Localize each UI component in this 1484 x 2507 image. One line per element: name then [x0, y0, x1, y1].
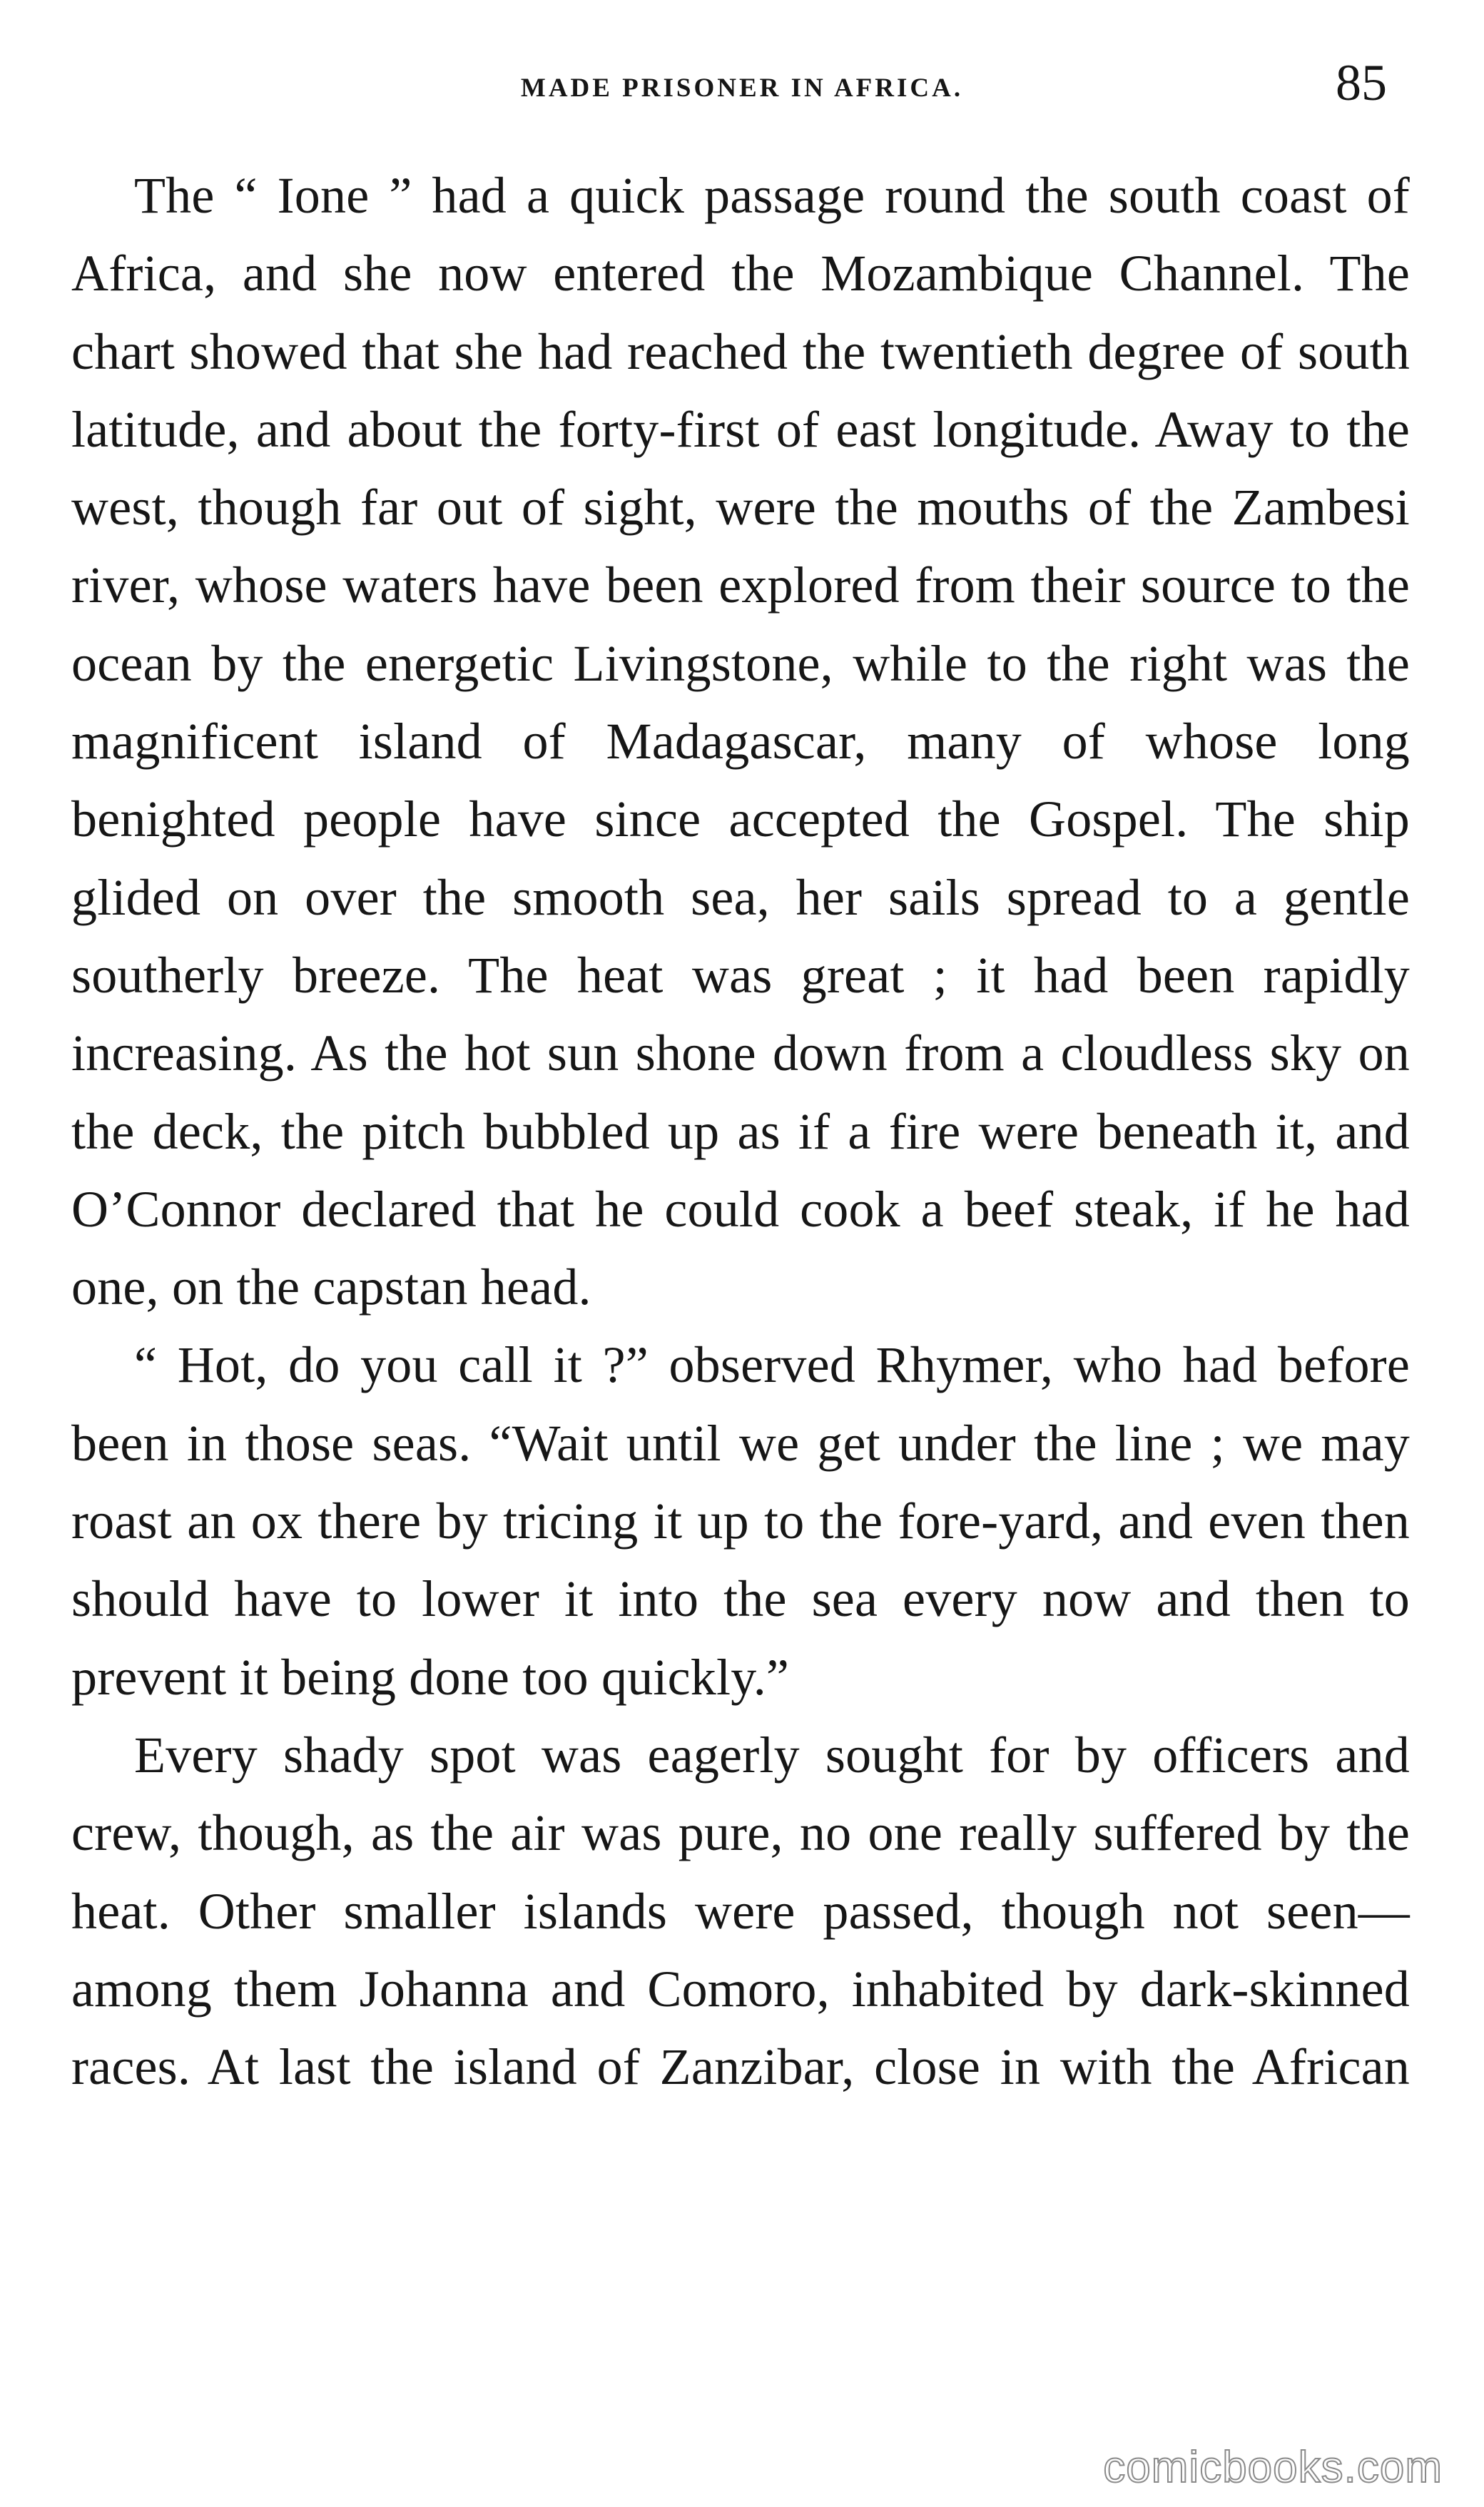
body-text — [71, 157, 1410, 2106]
page-number: 85 — [1336, 54, 1387, 111]
paragraph-shady-spot: Every shady spot was eagerly sought for by officers and crew, though, as the air was pure, no one really suffered by the heat. Other smaller islands were passed, though not seen—among them Johanna and Comoro, inhabited by dark-skinned races. At last the island of Zanzibar, close in with the African — [71, 1726, 1410, 2096]
paragraph-ione-passage: The “ Ione ” had a quick passage round the south coast of Africa, and she now entered the Mozambique Channel. The chart showed that she had reached the twentieth degree of south latitude, and about the forty-first of east longitude. Away to the west, though far out of sight, were the mouths of the Zambesi river, whose waters have been explored from their source to the ocean by the energetic Livingstone, while to the right was the magnificent island of Madagascar, many of whose long benighted people have since accepted the Gospel. The ship glided on over the smooth sea, her sails spread to a gentle southerly breeze. The heat was great ; it had been rapidly increasing. As the hot sun shone down from a cloudless sky on the deck, the pitch bubbled up as if a fire were beneath it, and O’Connor declared that he could cook a beef steak, if he had one, on the capstan head. — [71, 167, 1410, 1316]
running-header — [71, 54, 1413, 114]
paragraph-rhymer-dialogue: “ Hot, do you call it ?” observed Rhymer, who had before been in those seas. “Wait until we get under the line ; we may roast an ox there by tricing it up to the fore-yard, and even then should have to lower it into the sea every now and then to prevent it being done too quickly.” — [71, 1336, 1410, 1706]
watermark: comicbooks.com — [1103, 2443, 1443, 2492]
running-title: MADE PRISONER IN AFRICA. — [520, 73, 964, 103]
